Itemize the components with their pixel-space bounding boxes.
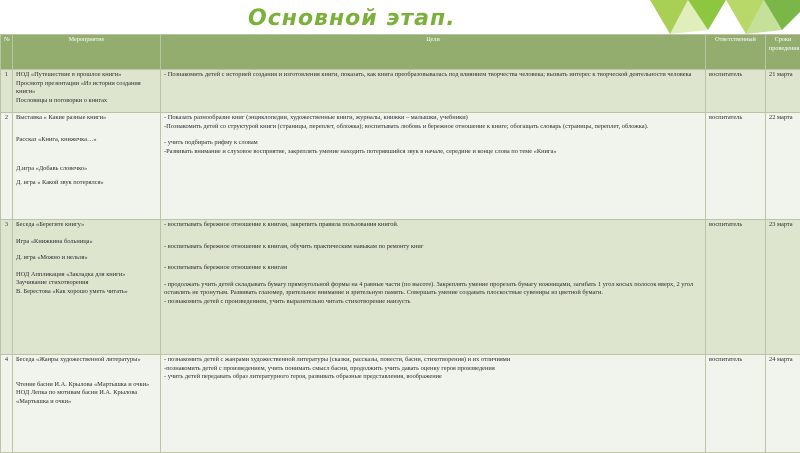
responsible-cell: воспитатель	[706, 355, 766, 453]
row-number: 1	[1, 70, 13, 113]
event-item: Беседа «Берегите книгу»	[16, 221, 157, 230]
goal-item: -познакомить детей с произведением, учить понимать смысл басни, продолжить учить давать оценку героя произведения	[164, 365, 702, 374]
header-goals: Цели	[161, 35, 706, 70]
event-item: Рассказ «Книга, книжечка…»	[16, 136, 157, 145]
event-plan-table	[0, 34, 800, 453]
date-cell: 24 марта	[766, 355, 800, 453]
events-cell	[13, 220, 161, 355]
event-item: Заучивание стихотворения	[16, 279, 157, 288]
event-item: НОД Лепка по мотивам басни И.А. Крылова «Мартышка и очки»	[16, 389, 157, 406]
goal-item: - воспитывать бережное отношение к книгам, обучить практическим навыкам по ремонту книг	[164, 243, 702, 252]
goal-item: - воспитывать бережное отношение к книгам	[164, 264, 702, 273]
table-header-row	[1, 35, 800, 70]
event-item: Д. игра «Можно и нельзя»	[16, 254, 157, 263]
decorative-green-triangles	[630, 0, 800, 38]
goal-item: - Познакомить детей с историей создания и изготовления книги, показать, как книга преобразовывалась под влиянием творчества человека; вызвать интерес к творческой деятельности человека	[164, 71, 702, 80]
goals-cell	[161, 220, 706, 355]
goal-item: - продолжать учить детей складывать бумагу прямоугольной формы на 4 равные части (по высоте). Закреплять умение прорезать бумагу ножницами, загибать 1 угол косых полосок вверх, 2 угол оставлять не тронутым. Развивать глазомер, зрительное внимание и зрительную память. Совершать умение создавать плоскостные сувениры из цветной бумаги.	[164, 281, 702, 298]
table-row	[1, 113, 800, 220]
header-events: Мероприятие	[13, 35, 161, 70]
event-item: Просмотр презентации «Из истории создания книги»	[16, 80, 157, 97]
goals-cell	[161, 113, 706, 220]
event-item: НОД Аппликация «Закладка для книги»	[16, 271, 157, 280]
goal-item: - познакомить детей с жанрами художественной литературы (сказки, рассказы, повести, басни, стихотворения) и их отличиями	[164, 356, 702, 365]
header-num: №	[1, 35, 13, 70]
goal-item: - учить детей передавать образ литературного героя, развивать образные представления, воображение	[164, 373, 702, 382]
row-number: 4	[1, 355, 13, 453]
responsible-cell: воспитатель	[706, 113, 766, 220]
events-cell	[13, 113, 161, 220]
goal-item: - воспитывать бережное отношение к книгам, закрепить правила пользования книгой.	[164, 221, 702, 230]
header-dates: Сроки проведения	[766, 35, 800, 70]
event-item: Беседа «Жанры художественной литературы»	[16, 356, 157, 365]
goal-item: -Развивать внимание и слуховое восприятие, закреплять умение находить потерявшийся звук в начале, середине и конце слова по теме «Книга»	[164, 148, 702, 157]
header-responsible: Ответственный	[706, 35, 766, 70]
table-row	[1, 355, 800, 453]
date-cell: 21 марта	[766, 70, 800, 113]
row-number: 3	[1, 220, 13, 355]
event-item: Игра «Книжкина больница»	[16, 238, 157, 247]
responsible-cell: воспитатель	[706, 220, 766, 355]
slide-title: Основной этап.	[248, 6, 456, 31]
event-item: Пословицы и поговорки о книгах	[16, 97, 157, 106]
table-row	[1, 220, 800, 355]
responsible-cell: воспитатель	[706, 70, 766, 113]
events-cell	[13, 70, 161, 113]
events-cell	[13, 355, 161, 453]
event-item: Д.игра «Добавь словечко»	[16, 165, 157, 174]
goals-cell	[161, 70, 706, 113]
event-item: Д. игра « Какой звук потерялся»	[16, 179, 157, 188]
table-row	[1, 70, 800, 113]
goal-item: -Познакомить детей со структурой книги (страницы, переплет, обложка); воспитывать любовь и бережное отношение к книге; обогащать словарь (страницы, переплет, обложка).	[164, 123, 702, 132]
event-item: Чтение басни И.А. Крылова «Мартышка и очки»	[16, 381, 157, 390]
event-item: Выставка « Какие разные книги»	[16, 114, 157, 123]
goal-item: - познакомить детей с произведением, учить выразительно читать стихотворение наизусть	[164, 298, 702, 307]
goal-item: - учить подбирать рифму к словам	[164, 139, 702, 148]
goals-cell	[161, 355, 706, 453]
date-cell: 23 марта	[766, 220, 800, 355]
row-number: 2	[1, 113, 13, 220]
event-item: НОД «Путешествие в прошлое книги»	[16, 71, 157, 80]
event-item: В. Берестова «Как хорошо уметь читать»	[16, 288, 157, 297]
goal-item: - Показать разнообразие книг (энциклопедии, художественные книги, журналы, книжки – малышки, учебники)	[164, 114, 702, 123]
date-cell: 22 марта	[766, 113, 800, 220]
